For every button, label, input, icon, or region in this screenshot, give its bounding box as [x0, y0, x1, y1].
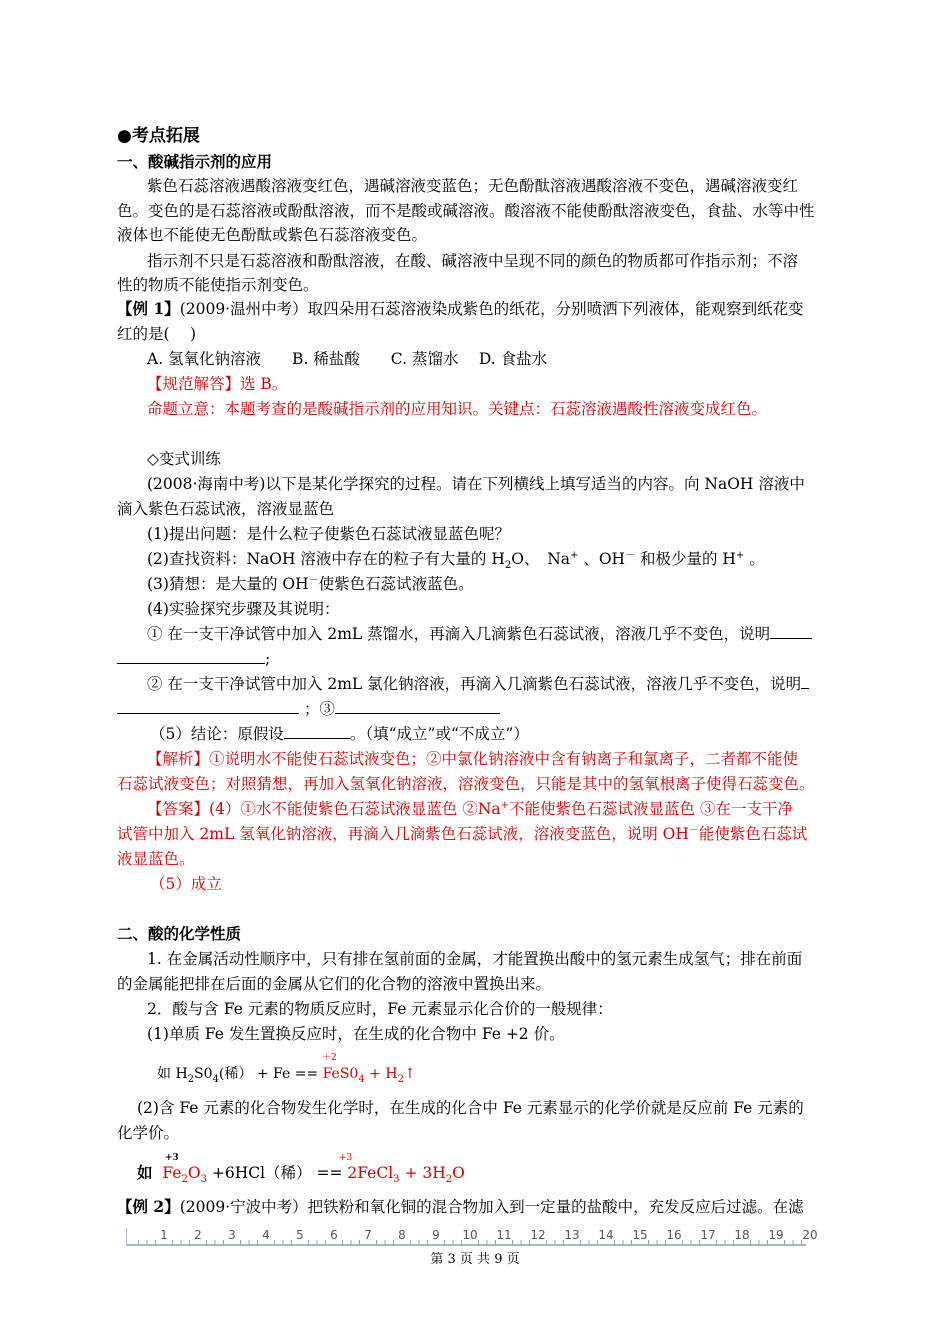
oxidation-state: +3 [339, 1153, 353, 1163]
ruler-label: 17 [700, 1228, 716, 1242]
example1-tag: 【例 1】 [117, 299, 180, 318]
ruler-label: 8 [398, 1228, 406, 1242]
answer-blank[interactable] [117, 647, 265, 664]
page-footer: 第 3 页 共 9 页 [430, 1252, 520, 1267]
ruler-label: 6 [330, 1228, 338, 1242]
ruler-label: 10 [462, 1228, 478, 1242]
paragraph-line: 紫色石蕊溶液遇酸溶液变红色，遇碱溶液变蓝色；无色酚酞溶液遇酸溶液不变色，遇碱溶液变红 [147, 177, 799, 195]
question-5: （5）结论：原假设 。（填“成立”或“不成立”） [150, 722, 529, 746]
example1-answer: 【规范解答】选 B。 [147, 375, 288, 393]
example1-analysis: 命题立意：本题考查的是酸碱指示剂的应用知识。关键点：石蕊溶液遇酸性溶液变成红色。 [147, 400, 768, 418]
ruler-label: 19 [768, 1228, 784, 1242]
question-4: (4)实验探究步骤及其说明： [147, 600, 340, 618]
oxidation-state: ＋2 [322, 1053, 337, 1063]
example2-question: 【例 2】(2009·宁波中考）把铁粉和氧化铜的混合物加入到一定量的盐酸中，充发反应后过滤。在滤 [117, 1197, 804, 1216]
ruler-label: 20 [802, 1228, 818, 1242]
variant-intro-cont: 滴入紫色石蕊试液，溶液显蓝色 [117, 500, 335, 518]
example1-question-cont: 红的是( ) [117, 325, 197, 343]
paragraph-line: 指示剂不只是石蕊溶液和酚酞溶液，在酸、碱溶液中呈现不同的颜色的物质都可作指示剂；不溶 [147, 252, 799, 270]
ruler-label: 12 [530, 1228, 546, 1242]
analysis-line: 【解析】①说明水不能使石蕊试液变色；②中氯化钠溶液中含有钠离子和氯离子，二者都不能使 [147, 750, 799, 768]
answer-blank[interactable] [801, 672, 809, 689]
paragraph-line: (1)单质 Fe 发生置换反应时，在生成的化合物中 Fe +2 价。 [147, 1025, 565, 1043]
step-2: ② 在一支干净试管中加入 2mL 氯化钠溶液，再滴入几滴紫色石蕊试液，溶液几乎不变色，说明 [147, 672, 809, 696]
ruler-label: 5 [296, 1228, 304, 1242]
equation-1: 如 $H_2S0_4$(稀） + $Fe == FeS0_4$ + $H_2↑$ [157, 1066, 416, 1085]
answer-blank[interactable] [770, 622, 812, 639]
question-1: (1)提出问题：是什么粒子使紫色石蕊试液显蓝色呢？ [147, 525, 510, 543]
answer-blank[interactable] [284, 722, 350, 739]
answer-line: （5）成立 [150, 875, 222, 893]
example1-question [117, 297, 804, 321]
section1-heading: 一、酸碱指示剂的应用 [117, 152, 273, 171]
paragraph-line: 色。变色的是石蕊溶液或酚酞溶液，而不是酸或碱溶液。酸溶液不能使酚酞溶液变色，食盐、水等中性 [117, 202, 815, 220]
paragraph-line: 1. 在金属活动性顺序中，只有排在氢前面的金属，才能置换出酸中的氢元素生成氢气；排在前面 [147, 950, 803, 968]
ruler-label: 13 [564, 1228, 580, 1242]
ruler-label: 4 [262, 1228, 270, 1242]
paragraph-line: 性的物质不能使指示剂变色。 [117, 276, 319, 294]
variant-title: ◇变式训练 [147, 450, 221, 468]
answer-line: 【答案】(4）①水不能使紫色石蕊试液显蓝色 ②Na+不能使紫色石蕊试液显蓝色 ③在一支干净 [147, 799, 793, 818]
analysis-line: 石蕊试液变色；对照猜想，再加入氢氧化钠溶液，溶液变色，只能是其中的氢氧根离子使得石蕊变色。 [117, 775, 815, 793]
answer-blank[interactable] [117, 697, 299, 714]
answer-blank[interactable] [335, 697, 500, 714]
paragraph-line: 2．酸与含 Fe 元素的物质反应时，Fe 元素显示化合价的一般规律： [147, 1000, 613, 1018]
ruler-label: 2 [194, 1228, 202, 1242]
variant-intro: (2008·海南中考)以下是某化学探究的过程。请在下列横线上填写适当的内容。向 NaOH 溶液中 [147, 475, 805, 493]
example1-options: A. 氢氧化钠溶液 B. 稀盐酸 C. 蒸馏水 D. 食盐水 [147, 350, 548, 368]
ruler-label: 14 [598, 1228, 614, 1242]
paragraph-line: 液体也不能使无色酚酞或紫色石蕊溶液变色。 [117, 226, 428, 244]
ruler-label: 3 [228, 1228, 236, 1242]
ruler-label: 18 [734, 1228, 750, 1242]
ruler-label: 11 [496, 1228, 512, 1242]
section2-heading: 二、酸的化学性质 [117, 924, 242, 943]
step-1: ① 在一支干净试管中加入 2mL 蒸馏水，再滴入几滴紫色石蕊试液，溶液几乎不变色，说明 [147, 622, 812, 646]
step-1-cont: ; [117, 647, 270, 671]
ruler-label: 9 [432, 1228, 440, 1242]
section-title: ●考点拓展 [117, 126, 200, 146]
paragraph-line: 化学价。 [117, 1124, 180, 1142]
example1-text: (2009·温州中考）取四朵用石蕊溶液染成紫色的纸花，分别喷洒下列液体，能观察到纸花变 [179, 300, 804, 318]
ruler-label: 15 [632, 1228, 648, 1242]
equation-2: 如 $Fe_2O_3 +6HCl$（稀） == 2FeCl$_3$ + $3H_2O$ [137, 1163, 465, 1186]
ruler-label: 16 [666, 1228, 682, 1242]
ruler-label: 1 [160, 1228, 168, 1242]
answer-line: 液显蓝色。 [117, 850, 195, 868]
question-2: (2)查找资料：NaOH 溶液中存在的粒子有大量的 $H_2O$、 Na+ 、OH－ 和极少量的 H+ 。 [147, 549, 765, 572]
step-2-cont: ；③ [117, 697, 500, 721]
question-3: (3)猜想：是大量的 OH－使紫色石蕊试液蓝色。 [147, 574, 474, 593]
paragraph-line: 的金属能把排在后面的金属从它们的化合物的溶液中置换出来。 [117, 975, 552, 993]
ruler [126, 1226, 822, 1248]
oxidation-state: +3 [165, 1153, 179, 1163]
paragraph-line: (2)含 Fe 元素的化合物发生化学时，在生成的化合中 Fe 元素显示的化学价就是反应前 Fe 元素的 [137, 1099, 804, 1117]
ruler-label: 7 [364, 1228, 372, 1242]
answer-line: 试管中加入 2mL 氢氧化钠溶液，再滴入几滴紫色石蕊试液，溶液变蓝色，说明 OH－能使紫色石蕊试 [117, 824, 808, 843]
